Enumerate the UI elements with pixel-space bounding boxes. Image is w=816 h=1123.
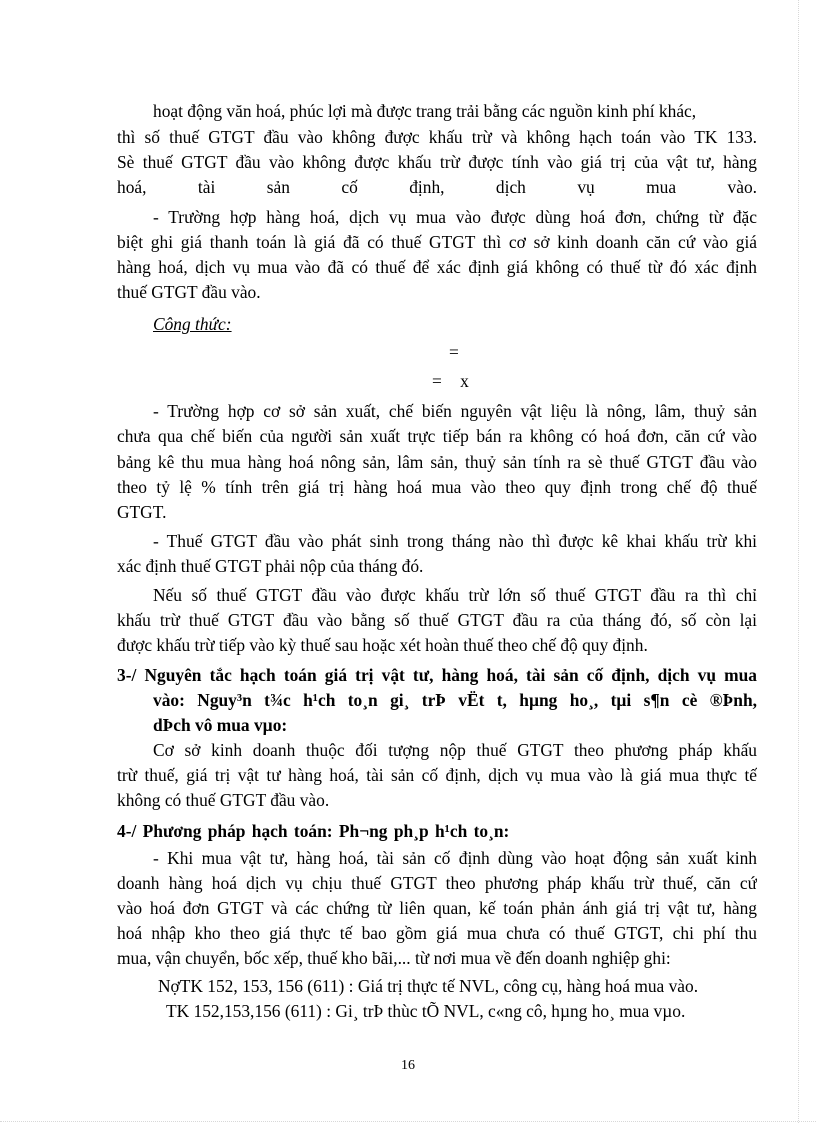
page-edge-right — [798, 0, 799, 1123]
text-line: khấu trừ thuế GTGT đầu vào bằng số thuế GTGT đầu ra của tháng đó, số còn lại — [117, 610, 757, 630]
text-line: Cơ sở kinh doanh thuộc đối tượng nộp thuế GTGT theo phương pháp khấu — [153, 740, 757, 760]
text-line: không có thuế GTGT đầu vào. — [117, 790, 330, 810]
section-heading-3-cont: vào: Nguy³n t¾c h¹ch to¸n gi¸ trÞ vËt t, hµng ho¸, tµi s¶n cè ®Þnh, — [153, 690, 757, 710]
text-line: chưa qua chế biến của người sản xuất trực tiếp bán ra không có hoá đơn, căn cứ vào — [117, 426, 757, 446]
text-line: - Trường hợp hàng hoá, dịch vụ mua vào được dùng hoá đơn, chứng từ đặc — [153, 207, 757, 227]
text-line: biệt ghi giá thanh toán là giá đã có thuế GTGT thì cơ sở kinh doanh căn cứ vào giá — [117, 232, 757, 252]
section-heading-4: 4-/ Phương pháp hạch toán: Ph¬ng ph¸p h¹ch to¸n: — [117, 821, 510, 841]
text-line: Nếu số thuế GTGT đầu vào được khấu trừ lớn số thuế GTGT đầu ra thì chỉ — [153, 585, 757, 605]
text-line: hoạt động văn hoá, phúc lợi mà được trang trải bằng các nguồn kinh phí khác, — [153, 101, 697, 121]
text-line: thuế GTGT đầu vào. — [117, 282, 261, 302]
text-line: hoá nhập kho theo giá thực tế bao gồm giá mua chưa có thuế GTGT, chi phí thu — [117, 923, 757, 943]
section-heading-3-cont: dÞch vô mua vµo: — [153, 715, 288, 735]
text-line: vào hoá đơn GTGT và các chứng từ liên quan, kế toán phản ánh giá trị vật tư, hàng — [117, 898, 757, 918]
formula-equals-times: = x — [432, 371, 469, 391]
text-line: theo tỷ lệ % tính trên giá trị hàng hoá mua vào theo quy định trong chế độ thuế — [117, 477, 757, 497]
section-heading-3: 3-/ Nguyên tắc hạch toán giá trị vật tư, hàng hoá, tài sản cố định, dịch vụ mua — [117, 665, 757, 685]
text-line: xác định thuế GTGT phải nộp của tháng đó. — [117, 556, 424, 576]
text-line: Sè thuế GTGT đầu vào không được khấu trừ được tính vào giá trị của vật tư, hàng — [117, 152, 757, 172]
text-line: - Trường hợp cơ sở sản xuất, chế biến nguyên vật liệu là nông, lâm, thuỷ sản — [153, 401, 757, 421]
text-line: - Khi mua vật tư, hàng hoá, tài sản cố định dùng vào hoạt động sản xuất kinh — [153, 848, 757, 868]
formula-label: Công thức: — [153, 314, 232, 334]
text-line: GTGT. — [117, 502, 167, 522]
journal-entry-credit: TK 152,153,156 (611) : Gi¸ trÞ thùc tÕ NVL, c«ng cô, hµng ho¸ mua vµo. — [166, 1001, 686, 1021]
text-line: thì số thuế GTGT đầu vào không được khấu trừ và không hạch toán vào TK 133. — [117, 127, 757, 147]
text-line: doanh hàng hoá dịch vụ chịu thuế GTGT theo phương pháp khấu trừ thuế, căn cứ — [117, 873, 757, 893]
text-line: được khấu trừ tiếp vào kỳ thuế sau hoặc xét hoàn thuế theo chế độ quy định. — [117, 635, 648, 655]
formula-equals: = — [449, 342, 459, 362]
text-line: hoá, tài sản cố định, dịch vụ mua vào. — [117, 177, 757, 197]
text-line: bảng kê thu mua hàng hoá nông sản, lâm sản, thuỷ sản tính ra sè thuế GTGT đầu vào — [117, 452, 757, 472]
journal-entry-debit: NợTK 152, 153, 156 (611) : Giá trị thực tế NVL, công cụ, hàng hoá mua vào. — [158, 976, 699, 996]
page-number: 16 — [401, 1058, 415, 1073]
text-line: trừ thuế, giá trị vật tư hàng hoá, tài sản cố định, dịch vụ mua vào là giá mua thực tế — [117, 765, 757, 785]
text-line: hàng hoá, dịch vụ mua vào đã có thuế để xác định giá không có thuế từ đó xác định — [117, 257, 757, 277]
text-line: - Thuế GTGT đầu vào phát sinh trong tháng nào thì được kê khai khấu trừ khi — [153, 531, 757, 551]
text-line: mua, vận chuyển, bốc xếp, thuế kho bãi,... từ nơi mua về đến doanh nghiệp ghi: — [117, 948, 671, 968]
page-edge-bottom — [0, 1121, 816, 1122]
